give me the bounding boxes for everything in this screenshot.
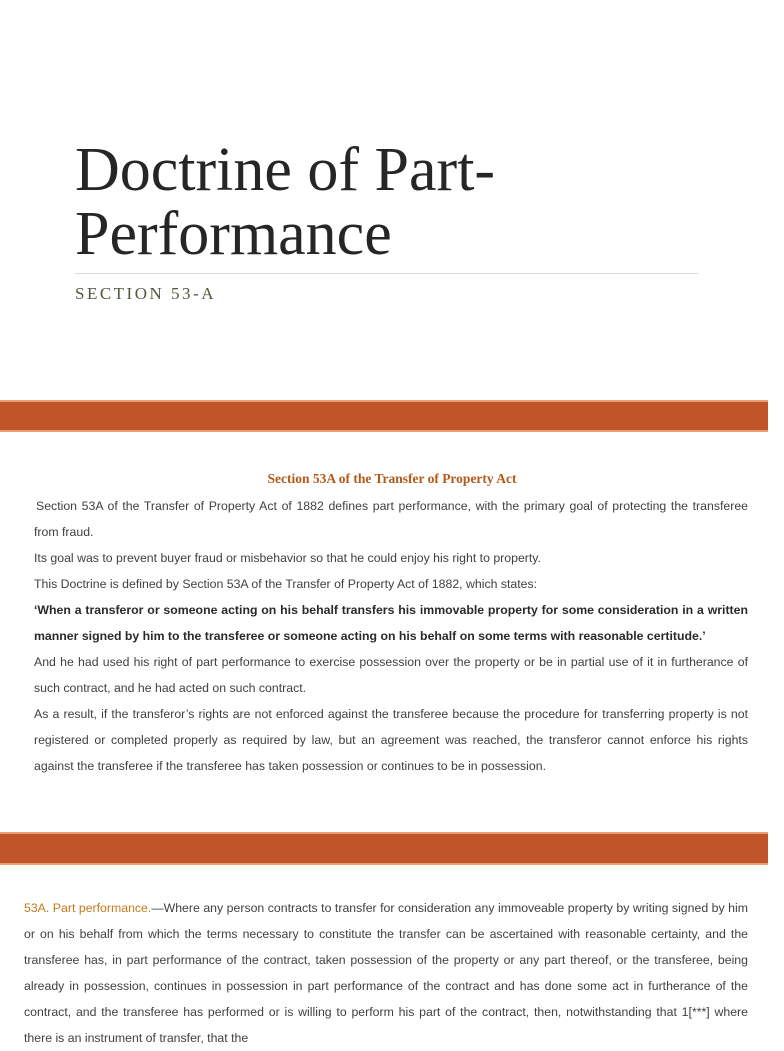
statute-label: 53A. Part performance. [24,901,152,915]
paragraph: This Doctrine is defined by Section 53A of the Transfer of Property Act of 1882, which states: [34,577,538,591]
slide-separator-band [0,400,768,432]
title-divider [75,273,698,274]
slide-subtitle: SECTION 53-A [75,284,216,303]
paragraph: And he had used his right of part performance to exercise possession over the property or be in partial use of it in furtherance of such contract, and he had acted on such contract. [34,655,748,695]
title-slide [0,0,768,400]
statute-body: —Where any person contracts to transfer for consideration any immoveable property by writing signed by him or on his behalf from which the terms necessary to constitute the transfer can be ascertained with reasonable certainty, and the transferee has, in part performance of the contract, taken possession of the property or any part thereof, or the transferee, being already in possession, continues in possession in part performance of the contract and has done some act in furtherance of the contract, and the transferee has performed or is willing to perform his part of the contract, then, notwithstanding that 1[***] where there is an instrument of transfer, that the [24,901,748,1045]
quoted-definition: ‘When a transferor or someone acting on his behalf transfers his immovable property for some consideration in a written manner signed by him to the transferee or someone acting on his behalf on some terms with reasonable certitude.’ [34,603,748,643]
band-highlight-top [0,832,768,834]
slide-title [75,138,715,266]
paragraph: As a result, if the transferor’s rights are not enforced against the transferee because the procedure for transferring property is not registered or completed properly as required by law, but an agreement was reached, the transferor cannot enforce his rights against the transferee if the transferee has taken possession or continues to be in possession. [34,707,748,773]
section-heading: Section 53A of the Transfer of Property Act [267,471,517,486]
title-line-1: Doctrine of Part- [75,136,496,204]
slide-separator-band [0,832,768,865]
content-slide [0,432,768,832]
band-highlight-top [0,400,768,402]
paragraph: Section 53A of the Transfer of Property Act of 1882 defines part performance, with the primary goal of protecting the transferee from fraud. [34,499,748,539]
statute-text [24,895,748,1051]
paragraph: Its goal was to prevent buyer fraud or misbehavior so that he could enjoy his right to property. [34,551,541,565]
slide-body [34,493,748,779]
title-line-2: Performance [75,200,392,268]
statute-slide [0,865,768,1045]
